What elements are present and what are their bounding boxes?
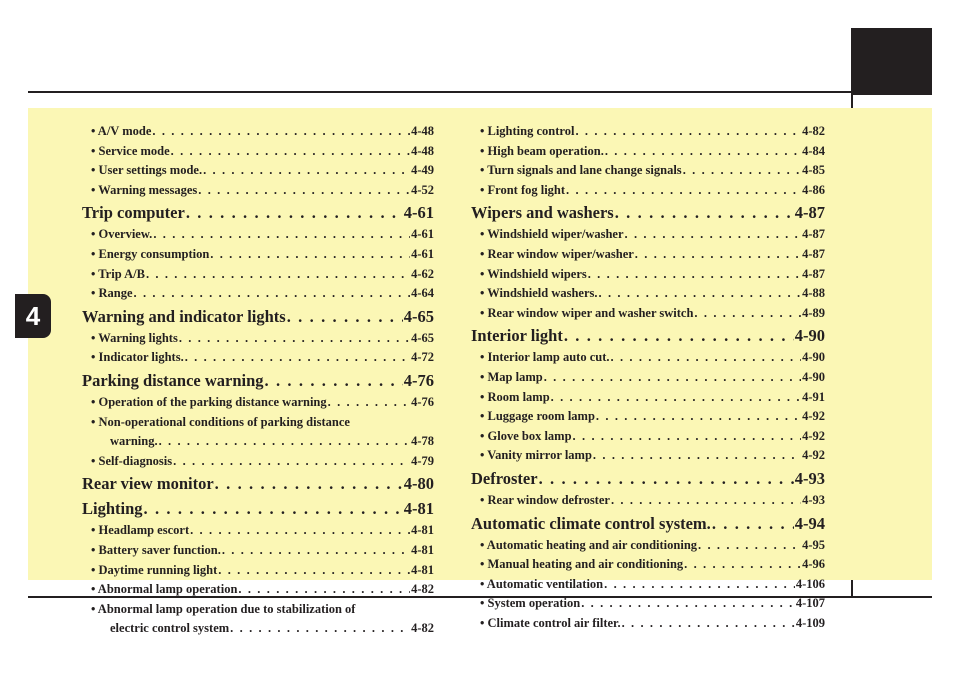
dot-leader: [573, 427, 802, 447]
toc-page-number: 4-96: [802, 557, 825, 572]
toc-page-number: 4-93: [802, 492, 825, 507]
toc-entry[interactable]: [82, 452, 434, 472]
toc-page-number: 4-89: [802, 305, 825, 320]
toc-entry-title: • A/V mode: [91, 124, 152, 138]
dot-leader: [203, 161, 410, 181]
corner-black-block: [852, 28, 932, 95]
dot-leader: [599, 284, 802, 304]
dot-leader: [134, 284, 411, 304]
toc-entry-title: • Automatic heating and air conditioning: [480, 537, 698, 552]
toc-page-number: 4-93: [794, 468, 825, 488]
dot-leader: [544, 368, 801, 388]
toc-entry-title: • Windshield wiper/washer: [480, 227, 624, 242]
toc-entry[interactable]: [471, 284, 825, 304]
toc-entry-title: • Rear window wiper and washer switch: [480, 305, 694, 320]
toc-entry[interactable]: [82, 161, 434, 181]
toc-entry-title: • Daytime running light: [91, 562, 218, 577]
toc-entry[interactable]: [82, 122, 434, 142]
toc-page-number: 4-92: [802, 448, 825, 463]
toc-page-number: 4-48: [411, 124, 434, 138]
toc-section[interactable]: [82, 497, 434, 521]
toc-entry[interactable]: [82, 393, 434, 413]
toc-entry-heading-line[interactable]: [82, 600, 434, 620]
toc-entry[interactable]: [471, 575, 825, 595]
dot-leader: [615, 201, 794, 225]
toc-entry[interactable]: [471, 225, 825, 245]
dot-leader: [328, 393, 410, 413]
toc-section[interactable]: [82, 305, 434, 329]
toc-entry-title: Automatic climate control system.: [471, 513, 711, 533]
toc-entry-title: • Glove box lamp: [480, 428, 572, 443]
dot-leader: [190, 521, 410, 541]
toc-entry-title: Defroster: [471, 468, 538, 488]
toc-entry[interactable]: [471, 368, 825, 388]
toc-entry[interactable]: [471, 614, 825, 634]
toc-page-number: 4-52: [411, 182, 434, 197]
toc-entry[interactable]: [82, 225, 434, 245]
toc-entry[interactable]: [471, 427, 825, 447]
dot-leader: [210, 245, 410, 265]
toc-page-number: 4-80: [403, 474, 434, 494]
dot-leader: [539, 467, 794, 491]
toc-left-column: [82, 122, 434, 639]
toc-entry-title: • Energy consumption: [91, 246, 210, 261]
dot-leader: [146, 265, 410, 285]
dot-leader: [611, 491, 801, 511]
toc-page-number: 4-48: [411, 143, 434, 158]
toc-page-number: 4-84: [802, 143, 825, 158]
toc-entry-title: • Operation of the parking distance warning: [91, 394, 327, 409]
toc-right-column: [471, 122, 825, 633]
toc-entry-title: • Abnormal lamp operation due to stabilization of: [91, 601, 356, 616]
toc-entry-title: • Battery saver function.: [91, 542, 221, 557]
toc-page-number: 4-87: [802, 227, 825, 242]
toc-entry-title: electric control system: [110, 621, 230, 636]
toc-page-number: 4-76: [403, 370, 434, 390]
toc-entry-title: • Warning lights: [91, 330, 178, 345]
dot-leader: [575, 122, 801, 142]
toc-entry-title: • Service mode: [91, 143, 170, 158]
toc-entry[interactable]: [471, 491, 825, 511]
toc-entry[interactable]: [471, 265, 825, 285]
dot-leader: [287, 305, 403, 329]
dot-leader: [230, 619, 410, 639]
toc-section[interactable]: [471, 512, 825, 536]
toc-page-number: 4-79: [411, 453, 434, 468]
dot-leader: [159, 432, 411, 452]
toc-entry-title: • Range: [91, 286, 133, 301]
toc-entry-title: • Warning messages: [91, 182, 198, 197]
toc-page-number: 4-82: [802, 124, 825, 138]
toc-entry[interactable]: [471, 304, 825, 324]
chapter-number: 4: [25, 300, 41, 331]
toc-page-number: 4-61: [411, 246, 434, 261]
dot-leader: [605, 142, 801, 162]
toc-page-number: 4-87: [794, 203, 825, 223]
toc-entry[interactable]: [471, 407, 825, 427]
dot-leader: [566, 181, 801, 201]
toc-entry[interactable]: [471, 181, 825, 201]
toc-page-number: 4-109: [795, 615, 825, 630]
dot-leader: [604, 575, 795, 595]
toc-entry-title: • Automatic ventilation: [480, 576, 604, 591]
toc-entry-title: warning.: [110, 434, 158, 449]
dot-leader: [611, 348, 802, 368]
toc-section[interactable]: [471, 467, 825, 491]
toc-entry-title: • Windshield washers.: [480, 286, 598, 301]
chapter-tab[interactable]: [15, 294, 51, 338]
dot-leader: [564, 324, 794, 348]
dot-leader: [185, 348, 410, 368]
dot-leader: [152, 122, 410, 142]
dot-leader: [635, 245, 801, 265]
toc-entry-title: • Headlamp escort: [91, 523, 190, 538]
toc-entry-title: • Interior lamp auto cut.: [480, 350, 610, 365]
toc-entry[interactable]: [471, 142, 825, 162]
toc-entry[interactable]: [82, 541, 434, 561]
toc-entry-title: • Vanity mirror lamp: [480, 448, 592, 463]
toc-entry-title: • Room lamp: [480, 389, 550, 404]
dot-leader: [551, 388, 801, 408]
toc-entry[interactable]: [82, 348, 434, 368]
toc-entry[interactable]: [471, 536, 825, 556]
toc-page-number: 4-61: [403, 203, 434, 223]
toc-page-number: 4-82: [411, 621, 434, 636]
dot-leader: [622, 614, 795, 634]
dot-leader: [588, 265, 801, 285]
dot-leader: [596, 407, 801, 427]
dot-leader: [186, 201, 403, 225]
toc-page-number: 4-81: [411, 562, 434, 577]
dot-leader: [179, 329, 410, 349]
toc-entry-title: Lighting: [82, 499, 143, 519]
toc-page-number: 4-106: [795, 576, 825, 591]
toc-section[interactable]: [82, 201, 434, 225]
dot-leader: [683, 161, 801, 181]
toc-entry-title: • High beam operation.: [480, 143, 604, 158]
toc-page-number: 4-49: [411, 163, 434, 178]
toc-page-number: 4-91: [802, 389, 825, 404]
toc-entry-title: • Non-operational conditions of parking distance: [91, 414, 350, 429]
toc-entry-title: • Self-diagnosis: [91, 453, 173, 468]
toc-entry[interactable]: [471, 348, 825, 368]
toc-entry-title: • Rear window defroster: [480, 492, 610, 507]
toc-entry-title: Interior light: [471, 326, 563, 346]
dot-leader: [198, 181, 410, 201]
dot-leader: [218, 561, 410, 581]
dot-leader: [173, 452, 410, 472]
top-rule: [28, 91, 852, 93]
toc-page-number: 4-65: [403, 306, 434, 326]
toc-entry-title: • Abnormal lamp operation: [91, 582, 238, 597]
dot-leader: [153, 225, 410, 245]
toc-entry[interactable]: [471, 446, 825, 466]
dot-leader: [238, 580, 410, 600]
dot-leader: [684, 555, 801, 575]
toc-page-number: 4-65: [411, 330, 434, 345]
toc-entry[interactable]: [82, 580, 434, 600]
toc-section[interactable]: [82, 369, 434, 393]
toc-page-number: 4-90: [802, 369, 825, 384]
toc-entry-title: • User settings mode.: [91, 163, 203, 178]
toc-section[interactable]: [82, 472, 434, 496]
toc-entry[interactable]: [82, 521, 434, 541]
toc-page-number: 4-81: [411, 542, 434, 557]
toc-page-number: 4-64: [411, 286, 434, 301]
toc-entry-title: • Rear window wiper/washer: [480, 246, 634, 261]
toc-entry[interactable]: [82, 142, 434, 162]
toc-page-number: 4-86: [802, 182, 825, 197]
dot-leader: [215, 472, 403, 496]
toc-entry[interactable]: [471, 122, 825, 142]
toc-page-number: 4-87: [802, 266, 825, 281]
toc-entry-title: • Climate control air filter.: [480, 615, 621, 630]
toc-page-number: 4-107: [795, 596, 825, 611]
toc-entry-title: • Luggage room lamp: [480, 409, 595, 424]
dot-leader: [171, 142, 410, 162]
toc-entry[interactable]: [82, 619, 434, 639]
toc-page-number: 4-78: [411, 434, 434, 449]
toc-page-number: 4-85: [802, 163, 825, 178]
toc-entry-title: • Indicator lights.: [91, 350, 184, 365]
toc-page-number: 4-87: [802, 246, 825, 261]
toc-page-number: 4-94: [794, 513, 825, 533]
toc-entry[interactable]: [471, 388, 825, 408]
dot-leader: [694, 304, 801, 324]
toc-entry-title: • Windshield wipers: [480, 266, 587, 281]
dot-leader: [712, 512, 794, 536]
toc-entry[interactable]: [471, 555, 825, 575]
toc-entry-heading-line[interactable]: [82, 413, 434, 433]
toc-page-number: 4-82: [411, 582, 434, 597]
toc-page-number: 4-88: [802, 286, 825, 301]
toc-entry-title: • Overview.: [91, 227, 153, 242]
toc-entry[interactable]: [471, 161, 825, 181]
toc-entry[interactable]: [471, 594, 825, 614]
toc-page-number: 4-76: [411, 394, 434, 409]
toc-page-number: 4-92: [802, 428, 825, 443]
toc-page-number: 4-62: [411, 266, 434, 281]
toc-page-number: 4-90: [802, 350, 825, 365]
toc-entry-title: • Trip A/B: [91, 266, 145, 281]
dot-leader: [625, 225, 802, 245]
toc-entry-title: • Turn signals and lane change signals: [480, 163, 682, 178]
toc-page-number: 4-72: [411, 350, 434, 365]
toc-entry-title: • System operation: [480, 596, 581, 611]
toc-entry-title: Warning and indicator lights: [82, 306, 286, 326]
toc-entry[interactable]: [82, 181, 434, 201]
toc-entry-title: Rear view monitor: [82, 474, 214, 494]
toc-entry[interactable]: [82, 245, 434, 265]
toc-entry[interactable]: [82, 561, 434, 581]
dot-leader: [265, 369, 403, 393]
dot-leader: [698, 536, 801, 556]
toc-page-number: 4-81: [411, 523, 434, 538]
toc-entry[interactable]: [82, 432, 434, 452]
dot-leader: [144, 497, 403, 521]
toc-entry-title: • Lighting control: [480, 124, 575, 138]
dot-leader: [222, 541, 410, 561]
toc-entry-title: Wipers and washers: [471, 203, 614, 223]
toc-entry[interactable]: [82, 329, 434, 349]
toc-page-number: 4-95: [802, 537, 825, 552]
toc-page-number: 4-90: [794, 326, 825, 346]
toc-entry[interactable]: [471, 245, 825, 265]
toc-section[interactable]: [471, 201, 825, 225]
toc-entry-title: Trip computer: [82, 203, 185, 223]
toc-page-number: 4-92: [802, 409, 825, 424]
toc-entry[interactable]: [82, 265, 434, 285]
toc-page-number: 4-81: [403, 499, 434, 519]
toc-entry-title: Parking distance warning: [82, 370, 264, 390]
toc-entry[interactable]: [82, 284, 434, 304]
toc-entry-title: • Map lamp: [480, 369, 543, 384]
dot-leader: [593, 446, 801, 466]
toc-entry-title: • Front fog light: [480, 182, 566, 197]
toc-entry-title: • Manual heating and air conditioning: [480, 557, 684, 572]
toc-section[interactable]: [471, 324, 825, 348]
toc-page-number: 4-61: [411, 227, 434, 242]
dot-leader: [581, 594, 795, 614]
